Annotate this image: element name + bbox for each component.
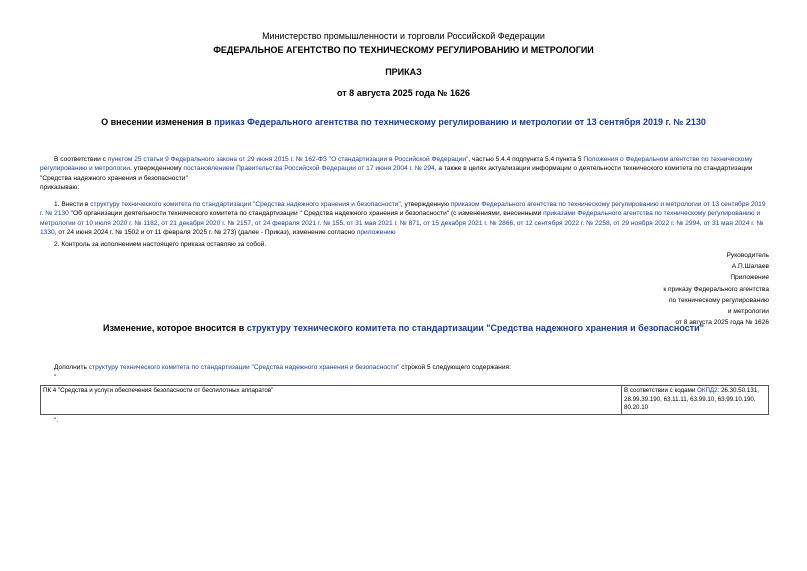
doc-title-link[interactable]: приказ Федерального агентства по техническому регулированию и метрологии от 13 сентября 2019 г. № 2130 [214,117,706,127]
preamble-link-law[interactable]: пунктом 25 статьи 9 Федерального закона от 29 июня 2015 г. № 162-ФЗ "О стандартизации в Российской Федерации" [107,156,469,163]
item1-text-8: , [513,219,517,227]
appendix-title-prefix: Изменение, которое вносится в [103,323,247,333]
item1-link-order-2994[interactable]: от 29 ноября 2022 г. № 2994 [613,219,700,227]
codes-list: : 26.30.50.131, 28.99.39.190, 63.11.11, 63.99.10, 63.99.10.190, 80.20.10 [624,387,759,412]
item1-link-order-2130[interactable]: приказом Федерального агентства по техническому регулированию и метрологии от 13 сентября 2019 г. № 2130 [40,201,766,218]
item1-text-9: , [609,219,614,227]
preamble-link-regulation[interactable]: Положения о Федеральном агентстве по техническому регулированию и метрологии [40,156,753,173]
supplement-text-1: Дополнить [54,364,89,371]
item1-text-7: , [419,219,424,227]
preamble-text-3: , утвержденному [130,165,184,173]
item1-text-2: , утвержденную [400,201,451,208]
item1-text-10: , [699,219,704,227]
appendix-title-link[interactable]: структуру технического комитета по стандартизации "Средства надежного хранения и безопасности" [246,323,704,333]
quote-close: ". [54,417,59,424]
item1-link-structure[interactable]: структуру технического комитета по стандартизации "Средства надежного хранения и безопасности" [90,201,401,208]
structure-table [40,385,769,415]
item1-link-order-1330[interactable]: от 31 мая 2024 г. № 1330 [40,219,764,236]
item1-text-11: , от 24 июня 2024 г. № 1502 и от 11 февраля 2025 г. № 273) (далее - Приказ), изменение согласно [54,228,357,236]
appendix-line-2: к приказу Федерального агентства [663,285,769,293]
appendix-line-5: от 8 августа 2025 года № 1626 [675,319,769,327]
item1-text-6: , [343,219,347,227]
supplement-link-structure[interactable]: структуру технического комитета по стандартизации "Средства надежного хранения и безопасности" [88,364,400,371]
preamble-text-1: В соответствии с [54,156,108,163]
preamble [40,155,770,192]
appendix-line-1: Приложение [730,274,769,282]
doc-title [0,117,807,127]
quote-open: " [54,374,57,381]
appendix-line-3: по техническому регулированию [668,296,769,304]
doc-type: ПРИКАЗ [385,67,422,77]
order-word: приказываю: [40,183,80,191]
appendix-title [0,323,807,333]
item1-link-order-155[interactable]: от 24 февраля 2021 г. № 155 [254,219,344,227]
supplement-text [40,363,770,372]
signature-block [663,250,769,328]
doc-title-prefix: О внесении изменения в [101,117,215,127]
item1-link-order-2157[interactable]: от 21 декабря 2020 г. № 2157 [161,219,252,227]
item1-link-order-1182[interactable]: приказами Федерального агентства по техническому регулированию и метрологии от 10 июля 2020 г. № 1182 [40,210,761,227]
agency-name: ФЕДЕРАЛЬНОЕ АГЕНТСТВО ПО ТЕХНИЧЕСКОМУ РЕГУЛИРОВАНИЮ И МЕТРОЛОГИИ [213,45,594,55]
signature-position: Руководитель [726,252,769,259]
item-1 [40,200,770,237]
preamble-text-4: , а также в целях актуализации информации о деятельности технического комитета по стандартизации "Средства надежного хранения и безопасности" [40,165,753,182]
codes-prefix: В соответствии с кодами [624,387,698,394]
preamble-link-decree[interactable]: постановлением Правительства Российской Федерации от 17 июня 2004 г. № 294 [183,165,435,173]
supplement-text-2: строкой 5 следующего содержания: [399,364,511,371]
item1-link-order-2258[interactable]: от 12 сентября 2022 г. № 2258 [516,219,610,227]
table-cell-codes [622,386,769,415]
item1-text-4: , [157,219,162,227]
item1-link-order-2866[interactable]: от 15 декабря 2021 г. № 2866 [423,219,514,227]
ministry-name: Министерство промышленности и торговли Российской Федерации [262,31,545,41]
appendix-line-4: и метрологии [727,308,769,316]
item1-link-appendix[interactable]: приложению [356,228,396,236]
table-row [41,386,769,415]
doc-date: от 8 августа 2025 года № 1626 [337,88,470,98]
okpd2-link[interactable]: ОКПД2 [697,387,718,394]
preamble-text-2: , частью 5.4.4 подпункта 5.4 пункта 5 [468,156,584,163]
item1-text-3: "Об организации деятельности технического комитета по стандартизации " Средства надежного хранения и безопасности" (с изменениями, внесенными [68,210,544,218]
item1-text-1: 1. Внести в [54,201,91,208]
item-2: 2. Контроль за исполнением настоящего приказа оставляю за собой. [54,241,267,248]
item1-text-5: , [251,219,255,227]
table-cell-committee: ПК 4 "Средства и услуги обеспечения безопасности от беспилотных аппаратов" [41,386,622,415]
signature-name: А.П.Шалаев [731,263,769,271]
item1-link-order-871[interactable]: от 31 мая 2021 г. № 871 [346,219,420,227]
